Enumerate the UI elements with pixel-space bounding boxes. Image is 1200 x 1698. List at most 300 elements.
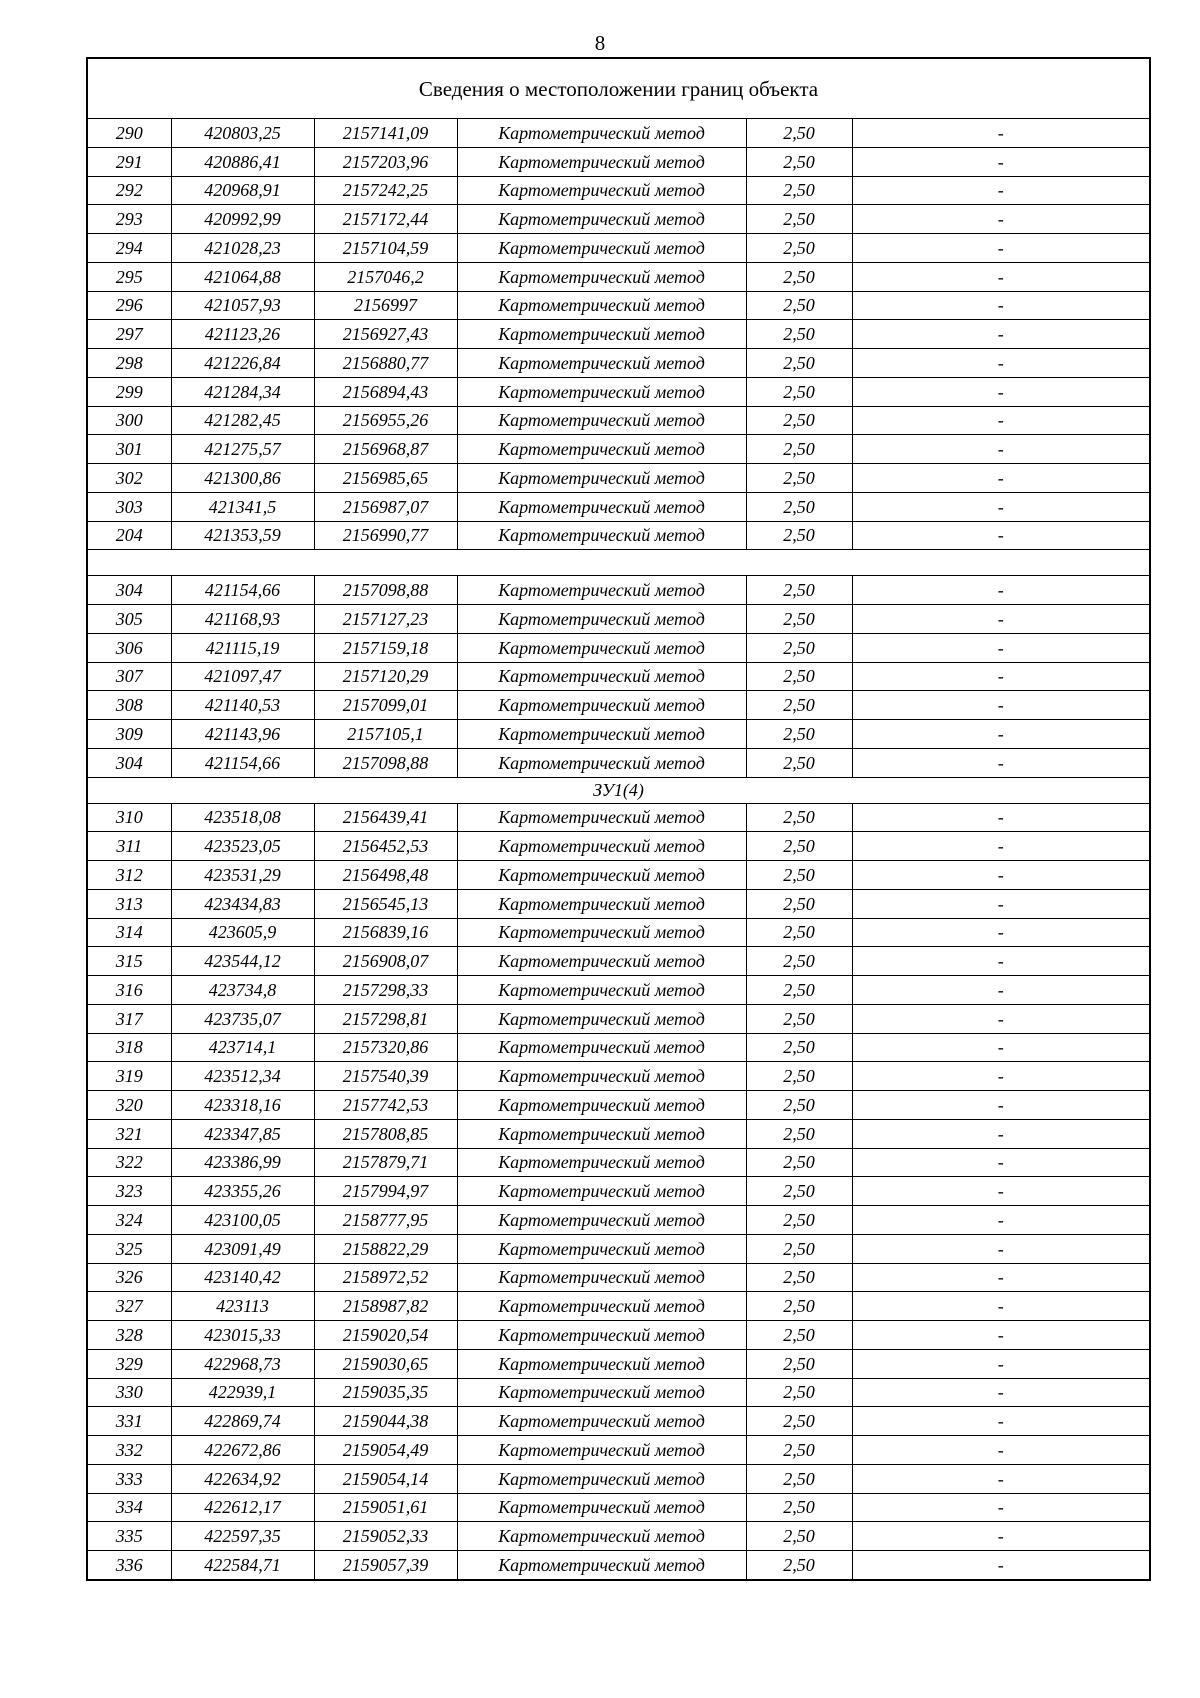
point-number-cell: 294 [87,234,171,263]
x-coordinate-cell: 421226,84 [171,349,314,378]
description-cell: - [852,861,1150,890]
y-coordinate-cell: 2157120,29 [314,662,457,691]
y-coordinate-cell: 2156927,43 [314,320,457,349]
point-number-cell: 290 [87,119,171,148]
method-cell: Картометрический метод [457,1522,746,1551]
point-number-cell: 292 [87,176,171,205]
y-coordinate-cell: 2156985,65 [314,464,457,493]
accuracy-cell: 2,50 [746,918,852,947]
method-cell: Картометрический метод [457,464,746,493]
y-coordinate-cell: 2158972,52 [314,1263,457,1292]
point-number-cell: 325 [87,1234,171,1263]
segment-1-rows [87,119,1150,550]
accuracy-cell: 2,50 [746,1522,852,1551]
description-cell: - [852,406,1150,435]
group-label: ЗУ1(4) [87,777,1150,803]
table-row [87,1119,1150,1148]
y-coordinate-cell: 2159054,49 [314,1436,457,1465]
accuracy-cell: 2,50 [746,1407,852,1436]
method-cell: Картометрический метод [457,1378,746,1407]
description-cell: - [852,1177,1150,1206]
description-cell: - [852,521,1150,550]
table-row [87,1206,1150,1235]
y-coordinate-cell: 2157298,81 [314,1004,457,1033]
accuracy-cell: 2,50 [746,832,852,861]
description-cell: - [852,492,1150,521]
description-cell: - [852,464,1150,493]
method-cell: Картометрический метод [457,1321,746,1350]
accuracy-cell: 2,50 [746,691,852,720]
table-row [87,119,1150,148]
x-coordinate-cell: 423735,07 [171,1004,314,1033]
description-cell: - [852,1378,1150,1407]
table-row [87,691,1150,720]
y-coordinate-cell: 2156987,07 [314,492,457,521]
x-coordinate-cell: 422939,1 [171,1378,314,1407]
x-coordinate-cell: 423544,12 [171,947,314,976]
description-cell: - [852,320,1150,349]
table-row [87,1263,1150,1292]
method-cell: Картометрический метод [457,349,746,378]
x-coordinate-cell: 422672,86 [171,1436,314,1465]
description-cell: - [852,748,1150,777]
x-coordinate-cell: 420803,25 [171,119,314,148]
method-cell: Картометрический метод [457,1407,746,1436]
accuracy-cell: 2,50 [746,435,852,464]
table-row [87,176,1150,205]
description-cell: - [852,1148,1150,1177]
description-cell: - [852,1407,1150,1436]
accuracy-cell: 2,50 [746,349,852,378]
y-coordinate-cell: 2156880,77 [314,349,457,378]
description-cell: - [852,976,1150,1005]
point-number-cell: 330 [87,1378,171,1407]
description-cell: - [852,1551,1150,1580]
point-number-cell: 335 [87,1522,171,1551]
method-cell: Картометрический метод [457,234,746,263]
point-number-cell: 300 [87,406,171,435]
point-number-cell: 313 [87,889,171,918]
description-cell: - [852,832,1150,861]
x-coordinate-cell: 421028,23 [171,234,314,263]
method-cell: Картометрический метод [457,803,746,832]
y-coordinate-cell: 2156968,87 [314,435,457,464]
method-cell: Картометрический метод [457,119,746,148]
y-coordinate-cell: 2156545,13 [314,889,457,918]
table-row [87,262,1150,291]
method-cell: Картометрический метод [457,1234,746,1263]
method-cell: Картометрический метод [457,1263,746,1292]
y-coordinate-cell: 2156894,43 [314,377,457,406]
x-coordinate-cell: 421353,59 [171,521,314,550]
description-cell: - [852,147,1150,176]
table-row [87,435,1150,464]
accuracy-cell: 2,50 [746,720,852,749]
method-cell: Картометрический метод [457,662,746,691]
x-coordinate-cell: 423091,49 [171,1234,314,1263]
accuracy-cell: 2,50 [746,1464,852,1493]
y-coordinate-cell: 2159030,65 [314,1349,457,1378]
y-coordinate-cell: 2159057,39 [314,1551,457,1580]
description-cell: - [852,1206,1150,1235]
y-coordinate-cell: 2157298,33 [314,976,457,1005]
point-number-cell: 291 [87,147,171,176]
table-row [87,748,1150,777]
table-row [87,1033,1150,1062]
table-row [87,662,1150,691]
point-number-cell: 326 [87,1263,171,1292]
accuracy-cell: 2,50 [746,176,852,205]
x-coordinate-cell: 423347,85 [171,1119,314,1148]
y-coordinate-cell: 2159044,38 [314,1407,457,1436]
table-row [87,576,1150,605]
method-cell: Картометрический метод [457,377,746,406]
y-coordinate-cell: 2159020,54 [314,1321,457,1350]
point-number-cell: 331 [87,1407,171,1436]
y-coordinate-cell: 2157808,85 [314,1119,457,1148]
table-row [87,803,1150,832]
point-number-cell: 301 [87,435,171,464]
x-coordinate-cell: 423386,99 [171,1148,314,1177]
table-row [87,1464,1150,1493]
method-cell: Картометрический метод [457,1551,746,1580]
x-coordinate-cell: 423434,83 [171,889,314,918]
description-cell: - [852,947,1150,976]
description-cell: - [852,691,1150,720]
point-number-cell: 324 [87,1206,171,1235]
accuracy-cell: 2,50 [746,1292,852,1321]
accuracy-cell: 2,50 [746,234,852,263]
description-cell: - [852,720,1150,749]
x-coordinate-cell: 421097,47 [171,662,314,691]
x-coordinate-cell: 421168,93 [171,605,314,634]
method-cell: Картометрический метод [457,1033,746,1062]
accuracy-cell: 2,50 [746,748,852,777]
table-row [87,234,1150,263]
accuracy-cell: 2,50 [746,1234,852,1263]
x-coordinate-cell: 422597,35 [171,1522,314,1551]
accuracy-cell: 2,50 [746,1263,852,1292]
table-row [87,492,1150,521]
accuracy-cell: 2,50 [746,205,852,234]
x-coordinate-cell: 420886,41 [171,147,314,176]
description-cell: - [852,1493,1150,1522]
point-number-cell: 318 [87,1033,171,1062]
method-cell: Картометрический метод [457,832,746,861]
description-cell: - [852,234,1150,263]
x-coordinate-cell: 421154,66 [171,748,314,777]
method-cell: Картометрический метод [457,1292,746,1321]
method-cell: Картометрический метод [457,262,746,291]
method-cell: Картометрический метод [457,861,746,890]
method-cell: Картометрический метод [457,720,746,749]
y-coordinate-cell: 2156997 [314,291,457,320]
x-coordinate-cell: 422968,73 [171,1349,314,1378]
point-number-cell: 306 [87,633,171,662]
accuracy-cell: 2,50 [746,662,852,691]
method-cell: Картометрический метод [457,406,746,435]
accuracy-cell: 2,50 [746,1206,852,1235]
method-cell: Картометрический метод [457,1062,746,1091]
accuracy-cell: 2,50 [746,633,852,662]
accuracy-cell: 2,50 [746,521,852,550]
point-number-cell: 293 [87,205,171,234]
x-coordinate-cell: 423605,9 [171,918,314,947]
y-coordinate-cell: 2157099,01 [314,691,457,720]
point-number-cell: 309 [87,720,171,749]
x-coordinate-cell: 421140,53 [171,691,314,720]
accuracy-cell: 2,50 [746,1551,852,1580]
point-number-cell: 302 [87,464,171,493]
method-cell: Картометрический метод [457,918,746,947]
accuracy-cell: 2,50 [746,291,852,320]
table-row [87,205,1150,234]
method-cell: Картометрический метод [457,748,746,777]
x-coordinate-cell: 420992,99 [171,205,314,234]
y-coordinate-cell: 2157098,88 [314,576,457,605]
point-number-cell: 333 [87,1464,171,1493]
point-number-cell: 320 [87,1091,171,1120]
point-number-cell: 329 [87,1349,171,1378]
table-row [87,464,1150,493]
table-row [87,349,1150,378]
accuracy-cell: 2,50 [746,1349,852,1378]
table-row [87,1407,1150,1436]
table-row [87,720,1150,749]
y-coordinate-cell: 2157242,25 [314,176,457,205]
table-row [87,1551,1150,1580]
method-cell: Картометрический метод [457,205,746,234]
y-coordinate-cell: 2157203,96 [314,147,457,176]
point-number-cell: 303 [87,492,171,521]
description-cell: - [852,1321,1150,1350]
point-number-cell: 322 [87,1148,171,1177]
page-number: 8 [594,31,606,55]
method-cell: Картометрический метод [457,576,746,605]
table-row [87,1349,1150,1378]
x-coordinate-cell: 423015,33 [171,1321,314,1350]
y-coordinate-cell: 2157127,23 [314,605,457,634]
accuracy-cell: 2,50 [746,1436,852,1465]
table-header-row [87,58,1150,119]
y-coordinate-cell: 2157172,44 [314,205,457,234]
method-cell: Картометрический метод [457,1206,746,1235]
description-cell: - [852,1119,1150,1148]
point-number-cell: 336 [87,1551,171,1580]
description-cell: - [852,633,1150,662]
table-row [87,633,1150,662]
point-number-cell: 305 [87,605,171,634]
x-coordinate-cell: 423318,16 [171,1091,314,1120]
y-coordinate-cell: 2157141,09 [314,119,457,148]
table-row [87,1522,1150,1551]
group-header-body [87,777,1150,803]
y-coordinate-cell: 2157098,88 [314,748,457,777]
y-coordinate-cell: 2157994,97 [314,1177,457,1206]
point-number-cell: 310 [87,803,171,832]
x-coordinate-cell: 422612,17 [171,1493,314,1522]
description-cell: - [852,576,1150,605]
empty-separator-cell [87,550,1150,576]
y-coordinate-cell: 2156990,77 [314,521,457,550]
accuracy-cell: 2,50 [746,464,852,493]
accuracy-cell: 2,50 [746,492,852,521]
y-coordinate-cell: 2158777,95 [314,1206,457,1235]
y-coordinate-cell: 2157159,18 [314,633,457,662]
table-row [87,1004,1150,1033]
table-row [87,1292,1150,1321]
table-row [87,1436,1150,1465]
description-cell: - [852,1234,1150,1263]
description-cell: - [852,605,1150,634]
description-cell: - [852,662,1150,691]
method-cell: Картометрический метод [457,691,746,720]
boundary-coordinates-table [86,57,1151,1581]
x-coordinate-cell: 421143,96 [171,720,314,749]
method-cell: Картометрический метод [457,633,746,662]
x-coordinate-cell: 421284,34 [171,377,314,406]
accuracy-cell: 2,50 [746,861,852,890]
method-cell: Картометрический метод [457,291,746,320]
x-coordinate-cell: 423140,42 [171,1263,314,1292]
method-cell: Картометрический метод [457,1493,746,1522]
table-row [87,1321,1150,1350]
point-number-cell: 304 [87,576,171,605]
table-title: Сведения о местоположении границ объекта [87,58,1150,119]
y-coordinate-cell: 2157105,1 [314,720,457,749]
description-cell: - [852,918,1150,947]
description-cell: - [852,1292,1150,1321]
point-number-cell: 204 [87,521,171,550]
method-cell: Картометрический метод [457,947,746,976]
description-cell: - [852,176,1150,205]
point-number-cell: 307 [87,662,171,691]
method-cell: Картометрический метод [457,1177,746,1206]
x-coordinate-cell: 423518,08 [171,803,314,832]
y-coordinate-cell: 2157320,86 [314,1033,457,1062]
point-number-cell: 332 [87,1436,171,1465]
table-row [87,605,1150,634]
description-cell: - [852,205,1150,234]
x-coordinate-cell: 421057,93 [171,291,314,320]
table-row [87,1493,1150,1522]
table-row [87,377,1150,406]
x-coordinate-cell: 423734,8 [171,976,314,1005]
table-row [87,976,1150,1005]
y-coordinate-cell: 2159035,35 [314,1378,457,1407]
accuracy-cell: 2,50 [746,1378,852,1407]
x-coordinate-cell: 421154,66 [171,576,314,605]
x-coordinate-cell: 423714,1 [171,1033,314,1062]
description-cell: - [852,435,1150,464]
x-coordinate-cell: 420968,91 [171,176,314,205]
accuracy-cell: 2,50 [746,1321,852,1350]
accuracy-cell: 2,50 [746,976,852,1005]
x-coordinate-cell: 422869,74 [171,1407,314,1436]
accuracy-cell: 2,50 [746,406,852,435]
segment-3-rows [87,803,1150,1580]
segment-2-rows [87,576,1150,777]
point-number-cell: 319 [87,1062,171,1091]
point-number-cell: 328 [87,1321,171,1350]
method-cell: Картометрический метод [457,1349,746,1378]
x-coordinate-cell: 421341,5 [171,492,314,521]
description-cell: - [852,377,1150,406]
method-cell: Картометрический метод [457,1004,746,1033]
accuracy-cell: 2,50 [746,1062,852,1091]
accuracy-cell: 2,50 [746,262,852,291]
description-cell: - [852,1436,1150,1465]
description-cell: - [852,889,1150,918]
empty-separator-row [87,550,1150,576]
y-coordinate-cell: 2157104,59 [314,234,457,263]
description-cell: - [852,1464,1150,1493]
method-cell: Картометрический метод [457,1436,746,1465]
point-number-cell: 314 [87,918,171,947]
point-number-cell: 334 [87,1493,171,1522]
method-cell: Картометрический метод [457,176,746,205]
x-coordinate-cell: 423113 [171,1292,314,1321]
y-coordinate-cell: 2158987,82 [314,1292,457,1321]
x-coordinate-cell: 423523,05 [171,832,314,861]
point-number-cell: 317 [87,1004,171,1033]
description-cell: - [852,291,1150,320]
table-row [87,320,1150,349]
description-cell: - [852,262,1150,291]
point-number-cell: 295 [87,262,171,291]
accuracy-cell: 2,50 [746,1004,852,1033]
y-coordinate-cell: 2156452,53 [314,832,457,861]
point-number-cell: 296 [87,291,171,320]
point-number-cell: 304 [87,748,171,777]
table-row [87,861,1150,890]
separator-body [87,550,1150,576]
method-cell: Картометрический метод [457,1119,746,1148]
point-number-cell: 327 [87,1292,171,1321]
point-number-cell: 312 [87,861,171,890]
accuracy-cell: 2,50 [746,576,852,605]
accuracy-cell: 2,50 [746,1091,852,1120]
y-coordinate-cell: 2159051,61 [314,1493,457,1522]
accuracy-cell: 2,50 [746,605,852,634]
y-coordinate-cell: 2156955,26 [314,406,457,435]
description-cell: - [852,1263,1150,1292]
method-cell: Картометрический метод [457,889,746,918]
x-coordinate-cell: 421064,88 [171,262,314,291]
table-row [87,406,1150,435]
table-row [87,1234,1150,1263]
point-number-cell: 299 [87,377,171,406]
y-coordinate-cell: 2156439,41 [314,803,457,832]
table-row [87,1062,1150,1091]
accuracy-cell: 2,50 [746,947,852,976]
x-coordinate-cell: 422584,71 [171,1551,314,1580]
description-cell: - [852,1062,1150,1091]
y-coordinate-cell: 2157879,71 [314,1148,457,1177]
x-coordinate-cell: 421123,26 [171,320,314,349]
accuracy-cell: 2,50 [746,320,852,349]
table-body [87,58,1150,119]
table-row [87,1091,1150,1120]
point-number-cell: 297 [87,320,171,349]
y-coordinate-cell: 2158822,29 [314,1234,457,1263]
x-coordinate-cell: 423512,34 [171,1062,314,1091]
point-number-cell: 311 [87,832,171,861]
description-cell: - [852,1091,1150,1120]
description-cell: - [852,1349,1150,1378]
point-number-cell: 316 [87,976,171,1005]
x-coordinate-cell: 423355,26 [171,1177,314,1206]
